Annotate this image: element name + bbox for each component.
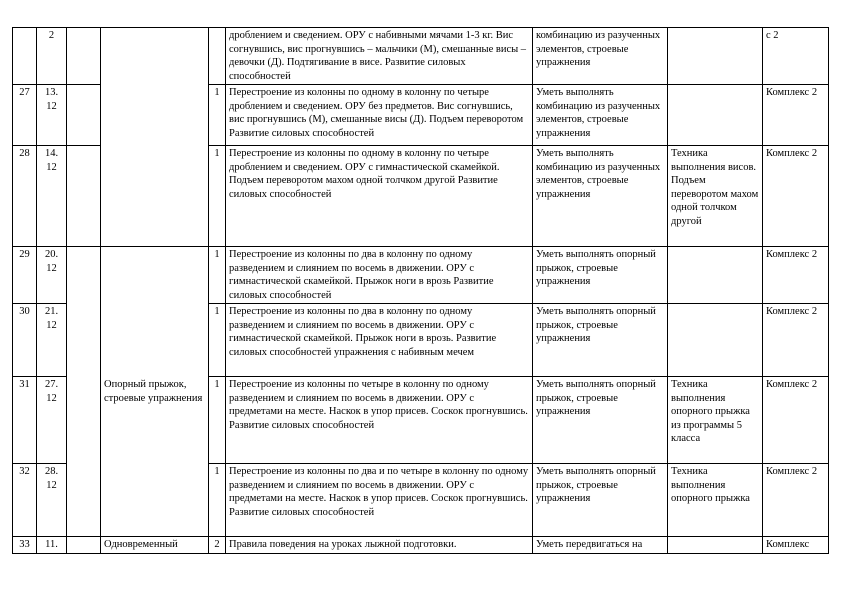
- lesson-requirement: Уметь выполнять комбинацию из разученных элементов, строевые упражнения: [533, 146, 668, 247]
- section-label: Одновременный: [101, 537, 209, 554]
- lesson-requirement: Уметь передвигаться на: [533, 537, 668, 554]
- lesson-date: 28. 12: [37, 464, 67, 537]
- empty-cell: [67, 537, 101, 554]
- lesson-homework: Комплекс: [763, 537, 829, 554]
- lesson-number: 29: [13, 247, 37, 304]
- lesson-date: 14. 12: [37, 146, 67, 247]
- table-row: [13, 247, 829, 304]
- lesson-homework: с 2: [763, 28, 829, 85]
- lesson-number: 27: [13, 85, 37, 146]
- lesson-homework: Комплекс 2: [763, 304, 829, 377]
- lesson-content: Перестроение из колонны по два в колонну по одному разведением и слиянием по восемь в движении. ОРУ с гимнастической скамейкой. Прыжок ноги в врозь Развитие силовых способностей: [226, 247, 533, 304]
- lesson-requirement: Уметь выполнять опорный прыжок, строевые упражнения: [533, 377, 668, 464]
- lesson-hours: 1: [209, 304, 226, 377]
- lesson-requirement: Уметь выполнять комбинацию из разученных элементов, строевые упражнения: [533, 85, 668, 146]
- lesson-homework: Комплекс 2: [763, 146, 829, 247]
- lesson-hours: 2: [209, 537, 226, 554]
- lesson-content: Перестроение из колонны по одному в колонну по четыре дроблением и сведением. ОРУ с гимнастической скамейкой. Подъем переворотом махом одной толчком другой Развитие силовых способностей: [226, 146, 533, 247]
- lesson-plan-table: [12, 27, 829, 554]
- lesson-date: 13. 12: [37, 85, 67, 146]
- lesson-date: 20. 12: [37, 247, 67, 304]
- lesson-content: Правила поведения на уроках лыжной подготовки.: [226, 537, 533, 554]
- lesson-content: Перестроение из колонны по одному в колонну по четыре дроблением и сведением. ОРУ без предметов. Вис согнувшись, вис прогнувшись (М), смешанные висы (Д). Подъем переворотом Развитие силовых способностей: [226, 85, 533, 146]
- lesson-requirement: Уметь выполнять опорный прыжок, строевые упражнения: [533, 464, 668, 537]
- lesson-date: 2: [37, 28, 67, 85]
- lesson-control: [668, 537, 763, 554]
- lesson-hours: 1: [209, 85, 226, 146]
- lesson-content: Перестроение из колонны по четыре в колонну по одному разведением и слиянием по восемь в движении. ОРУ с предметами на месте. Наскок в упор присев. Соскок прогнувшись. Развитие силовых способностей: [226, 377, 533, 464]
- lesson-number: 32: [13, 464, 37, 537]
- lesson-number: 30: [13, 304, 37, 377]
- lesson-number: [13, 28, 37, 85]
- lesson-homework: Комплекс 2: [763, 464, 829, 537]
- lesson-hours: 1: [209, 377, 226, 464]
- lesson-control: [668, 304, 763, 377]
- empty-cell: [67, 146, 101, 247]
- empty-cell: [67, 28, 101, 85]
- lesson-hours: 1: [209, 464, 226, 537]
- lesson-requirement: Уметь выполнять опорный прыжок, строевые упражнения: [533, 304, 668, 377]
- lesson-date: 21. 12: [37, 304, 67, 377]
- lesson-number: 28: [13, 146, 37, 247]
- lesson-hours: 1: [209, 247, 226, 304]
- lesson-homework: Комплекс 2: [763, 377, 829, 464]
- lesson-homework: Комплекс 2: [763, 247, 829, 304]
- lesson-number: 33: [13, 537, 37, 554]
- lesson-requirement: Уметь выполнять опорный прыжок, строевые упражнения: [533, 247, 668, 304]
- table-row: [13, 28, 829, 85]
- lesson-control: Техника выполнения висов. Подъем переворотом махом одной толчком другой: [668, 146, 763, 247]
- lesson-control: Техника выполнения опорного прыжка из программы 5 класса: [668, 377, 763, 464]
- lesson-content: дроблением и сведением. ОРУ с набивными мячами 1-3 кг. Вис согнувшись, вис прогнувшись – мальчики (М), смешанные висы – девочки (Д). Подтягивание в висе. Развитие силовых способностей: [226, 28, 533, 85]
- lesson-content: Перестроение из колонны по два и по четыре в колонну по одному разведением и слиянием по восемь в движении. ОРУ с предметами на месте. Наскок в упор присев. Соскок прогнувшись. Развитие силовых способностей: [226, 464, 533, 537]
- lesson-homework: Комплекс 2: [763, 85, 829, 146]
- lesson-hours: [209, 28, 226, 85]
- lesson-number: 31: [13, 377, 37, 464]
- lesson-control: [668, 28, 763, 85]
- lesson-hours: 1: [209, 146, 226, 247]
- empty-cell: [67, 247, 101, 537]
- lesson-control: [668, 247, 763, 304]
- lesson-date: 27. 12: [37, 377, 67, 464]
- lesson-content: Перестроение из колонны по два в колонну по одному разведением и слиянием по восемь в движении. ОРУ с гимнастической скамейкой. Прыжок ноги в врозь. Развитие силовых способностей упражнения с набивным мечем: [226, 304, 533, 377]
- section-cell: [101, 28, 209, 247]
- section-label: Опорный прыжок, строевые упражнения: [101, 247, 209, 537]
- lesson-date: 11.: [37, 537, 67, 554]
- lesson-requirement: комбинацию из разученных элементов, строевые упражнения: [533, 28, 668, 85]
- empty-cell: [67, 85, 101, 146]
- lesson-control: [668, 85, 763, 146]
- table-row: [13, 537, 829, 554]
- lesson-control: Техника выполнения опорного прыжка: [668, 464, 763, 537]
